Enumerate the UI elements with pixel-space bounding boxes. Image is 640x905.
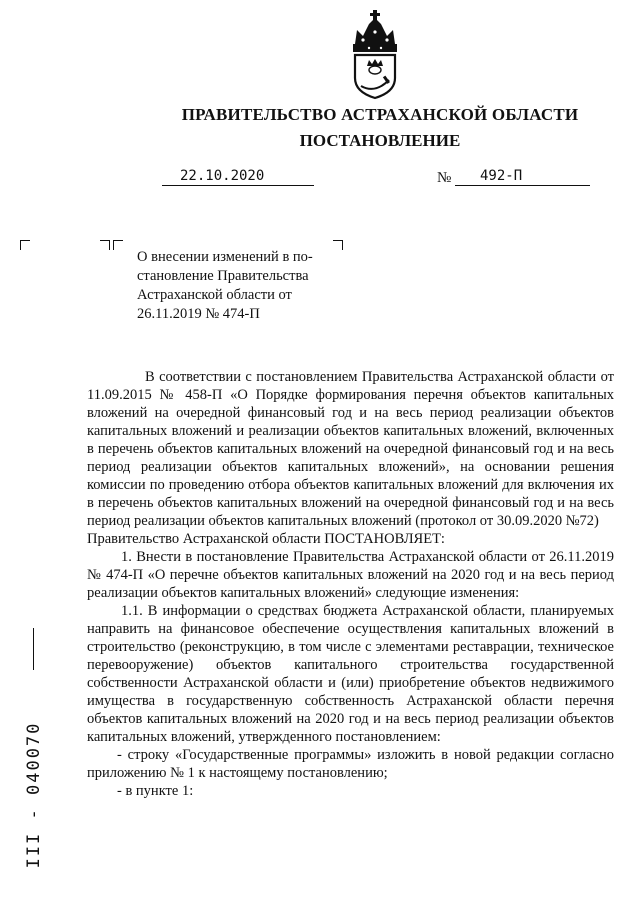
organization-title: ПРАВИТЕЛЬСТВО АСТРАХАНСКОЙ ОБЛАСТИ xyxy=(181,105,579,124)
corner-mark-subject-left-a xyxy=(100,240,110,250)
subject-line: Астраханской области от xyxy=(137,287,292,303)
corner-mark-subject-left-b xyxy=(113,240,123,250)
document-type: ПОСТАНОВЛЕНИЕ xyxy=(299,131,461,150)
date-underline xyxy=(162,185,314,186)
document-subject xyxy=(137,248,337,324)
side-serial-code xyxy=(20,720,48,870)
subject-line: становление Правительства xyxy=(137,268,309,284)
item-1-paragraph: 1. Внести в постановление Правительства Астраханской области от 26.11.2019 № 474-П «О перечне объектов капитальных вложений на 2020 год и на весь период реализации объектов капитальных вложений» следующие изменения: xyxy=(87,549,614,601)
number-sign: № xyxy=(437,170,452,186)
coat-of-arms-icon xyxy=(345,10,405,100)
subject-line: О внесении изменений в по- xyxy=(137,249,313,265)
document-number: 492-П xyxy=(480,168,523,184)
bullet-paragraph: - строку «Государственные программы» изложить в новой редакции согласно приложению № 1 к настоящему постановлению; xyxy=(87,747,614,781)
decree-line: Правительство Астраханской области ПОСТАНОВЛЯЕТ: xyxy=(87,531,445,547)
preamble-paragraph: В соответствии с постановлением Правительства Астраханской области от 11.09.2015 № 458-П «О Порядке формирования перечня объектов капитальных вложений на очередной финансовый год и на весь период реализации объектов капитальных вложений и реализации объектов капитальных вложений, включенных в перечень объектов капитальных вложений на очередной финансовый год и на весь период реализации объектов капитальных вложений», на основании решения комиссии по проведению отбора объектов капитальных вложений для включения их в перечень объектов капитальных вложений на очередной финансовый год и на весь период реализации объектов капитальных вложений (протокол от 30.09.2020 №72) xyxy=(87,369,614,529)
item-1-1-paragraph: 1.1. В информации о средствах бюджета Астраханской области, планируемых направить на финансовое обеспечение осуществления капитальных вложений в строительство (реконструкцию, в том числе с элементами реставрации, техническое перевооружение) объектов капитального строительства государственной собственности Астраханской области и (или) приобретение объектов недвижимого имущества в государственную собственность Астраханской области перечня объектов капитальных вложений на 2020 год и на весь период реализации объектов капитальных вложений, утвержденного постановлением: xyxy=(87,603,614,745)
document-date: 22.10.2020 xyxy=(180,168,265,184)
side-serial-text: III - 040070 xyxy=(24,721,44,869)
number-underline xyxy=(455,185,590,186)
subject-line: 26.11.2019 № 474-П xyxy=(137,306,260,322)
side-divider xyxy=(33,628,34,670)
document-body xyxy=(87,368,614,800)
bullet-paragraph: - в пункте 1: xyxy=(117,783,194,799)
corner-mark-left xyxy=(20,240,30,250)
